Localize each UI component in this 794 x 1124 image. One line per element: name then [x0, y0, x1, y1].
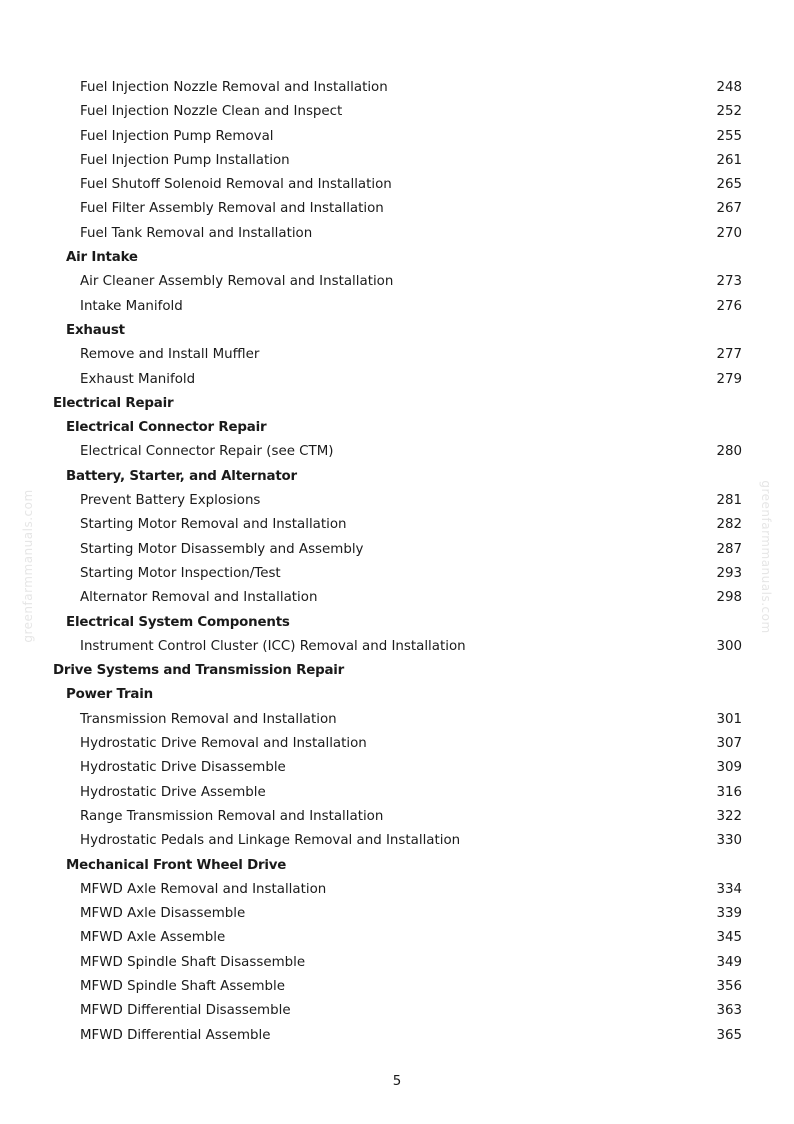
toc-entry-page-number: 316 [716, 784, 742, 800]
toc-entry-page-number: 309 [716, 760, 742, 776]
toc-entry-title: MFWD Axle Removal and Installation [80, 881, 327, 897]
toc-entry[interactable] [0, 538, 794, 562]
toc-entry-title: Fuel Filter Assembly Removal and Installation [80, 201, 384, 217]
toc-entry[interactable] [0, 902, 794, 926]
toc-entry-title: Hydrostatic Drive Disassemble [80, 760, 286, 776]
toc-entry-page-number: 356 [716, 978, 742, 994]
toc-entry[interactable] [0, 295, 794, 319]
toc-entry[interactable] [0, 368, 794, 392]
toc-entry-page-number: 301 [716, 711, 742, 727]
toc-subsection-heading [0, 319, 794, 343]
toc-entry-page-number: 287 [716, 541, 742, 557]
toc-entry[interactable] [0, 586, 794, 610]
toc-entry-page-number: 282 [716, 517, 742, 533]
toc-entry-title: Battery, Starter, and Alternator [66, 468, 297, 484]
toc-entry[interactable] [0, 926, 794, 950]
toc-entry-page-number: 248 [716, 80, 742, 95]
toc-section-heading [0, 659, 794, 683]
toc-entry-title: Hydrostatic Drive Assemble [80, 784, 266, 800]
toc-entry-page-number: 339 [716, 906, 742, 922]
toc-entry-page-number: 300 [716, 638, 742, 654]
toc-entry-title: Fuel Tank Removal and Installation [80, 225, 313, 241]
toc-entry-title: Fuel Injection Pump Removal [80, 128, 274, 144]
toc-entry[interactable] [0, 489, 794, 513]
toc-entry[interactable] [0, 100, 794, 124]
toc-subsection-heading [0, 611, 794, 635]
toc-entry-title: Electrical Repair [53, 395, 174, 411]
toc-entry[interactable] [0, 197, 794, 221]
toc-entry-page-number: 293 [716, 565, 742, 581]
toc-entry[interactable] [0, 562, 794, 586]
toc-entry-page-number: 265 [716, 177, 742, 193]
toc-entry[interactable] [0, 76, 794, 100]
toc-entry-title: Exhaust [66, 322, 125, 338]
toc-subsection-heading [0, 683, 794, 707]
toc-entry-page-number: 345 [716, 930, 742, 946]
toc-entry-title: Alternator Removal and Installation [80, 590, 318, 606]
toc-entry-title: Instrument Control Cluster (ICC) Removal and Installation [80, 638, 466, 654]
toc-subsection-heading [0, 416, 794, 440]
toc-entry-title: Electrical Connector Repair (see CTM) [80, 444, 334, 460]
toc-entry[interactable] [0, 975, 794, 999]
toc-entry-title: Exhaust Manifold [80, 371, 196, 387]
toc-subsection-heading [0, 854, 794, 878]
toc-entry-page-number: 255 [716, 128, 742, 144]
toc-entry-page-number: 277 [716, 347, 742, 363]
toc-entry-page-number: 276 [716, 298, 742, 314]
toc-subsection-heading [0, 465, 794, 489]
toc-entry-title: Intake Manifold [80, 298, 183, 314]
toc-entry-page-number: 252 [716, 104, 742, 120]
toc-entry[interactable] [0, 756, 794, 780]
toc-entry[interactable] [0, 878, 794, 902]
toc-entry-title: Power Train [66, 687, 153, 703]
toc-entry-title: Fuel Shutoff Solenoid Removal and Installation [80, 177, 392, 193]
toc-entry[interactable] [0, 732, 794, 756]
toc-entry-title: Electrical Connector Repair [66, 420, 267, 436]
toc-entry-page-number: 273 [716, 274, 742, 290]
toc-section-heading [0, 392, 794, 416]
toc-entry-title: Fuel Injection Nozzle Removal and Installation [80, 80, 388, 95]
toc-entry[interactable] [0, 440, 794, 464]
toc-entry[interactable] [0, 999, 794, 1023]
toc-subsection-heading [0, 246, 794, 270]
toc-entry-title: Electrical System Components [66, 614, 290, 630]
toc-entry-title: MFWD Axle Assemble [80, 930, 226, 946]
toc-entry[interactable] [0, 125, 794, 149]
toc-entry-title: MFWD Differential Disassemble [80, 1003, 291, 1019]
toc-entry[interactable] [0, 270, 794, 294]
toc-entry[interactable] [0, 829, 794, 853]
toc-entry-page-number: 267 [716, 201, 742, 217]
toc-entry[interactable] [0, 781, 794, 805]
watermark-left: greenfarmmanuals.com [21, 489, 35, 643]
toc-entry-title: Range Transmission Removal and Installation [80, 808, 384, 824]
toc-entry-title: Drive Systems and Transmission Repair [53, 663, 345, 679]
toc-entry-page-number: 334 [716, 881, 742, 897]
toc-entry-title: Starting Motor Inspection/Test [80, 565, 281, 581]
toc-entry[interactable] [0, 222, 794, 246]
toc-entry-page-number: 279 [716, 371, 742, 387]
toc-entry-title: Starting Motor Disassembly and Assembly [80, 541, 364, 557]
toc-entry-page-number: 322 [716, 808, 742, 824]
toc-entry-title: MFWD Axle Disassemble [80, 906, 246, 922]
toc-entry-title: MFWD Differential Assemble [80, 1027, 271, 1043]
toc-entry[interactable] [0, 513, 794, 537]
toc-entry-page-number: 298 [716, 590, 742, 606]
toc-entry-title: Air Cleaner Assembly Removal and Installation [80, 274, 394, 290]
toc-entry[interactable] [0, 343, 794, 367]
toc-entry-title: MFWD Spindle Shaft Assemble [80, 978, 286, 994]
toc-entry-title: Fuel Injection Pump Installation [80, 152, 290, 168]
toc-entry-page-number: 270 [716, 225, 742, 241]
table-of-contents [0, 76, 794, 1048]
toc-entry-title: Hydrostatic Drive Removal and Installation [80, 736, 367, 752]
toc-entry[interactable] [0, 1024, 794, 1048]
toc-entry-page-number: 349 [716, 954, 742, 970]
toc-entry-title: Air Intake [66, 250, 138, 266]
toc-entry-page-number: 363 [716, 1003, 742, 1019]
toc-entry-title: Prevent Battery Explosions [80, 493, 261, 509]
toc-entry[interactable] [0, 173, 794, 197]
toc-entry-page-number: 280 [716, 444, 742, 460]
toc-entry-page-number: 261 [716, 152, 742, 168]
toc-entry-title: Hydrostatic Pedals and Linkage Removal and Installation [80, 833, 461, 849]
toc-entry[interactable] [0, 708, 794, 732]
toc-entry[interactable] [0, 951, 794, 975]
toc-entry[interactable] [0, 805, 794, 829]
toc-entry-title: Fuel Injection Nozzle Clean and Inspect [80, 104, 343, 120]
toc-entry[interactable] [0, 635, 794, 659]
toc-entry-page-number: 307 [716, 736, 742, 752]
page-number: 5 [392, 1074, 402, 1089]
toc-entry-title: Transmission Removal and Installation [80, 711, 337, 727]
toc-entry-title: Mechanical Front Wheel Drive [66, 857, 287, 873]
toc-entry-title: MFWD Spindle Shaft Disassemble [80, 954, 306, 970]
watermark-right: greenfarmmanuals.com [759, 480, 773, 634]
toc-entry-page-number: 281 [716, 493, 742, 509]
toc-entry-title: Starting Motor Removal and Installation [80, 517, 347, 533]
toc-entry-page-number: 330 [716, 833, 742, 849]
toc-entry-title: Remove and Install Muffler [80, 347, 260, 363]
toc-entry-page-number: 365 [716, 1027, 742, 1043]
toc-entry[interactable] [0, 149, 794, 173]
